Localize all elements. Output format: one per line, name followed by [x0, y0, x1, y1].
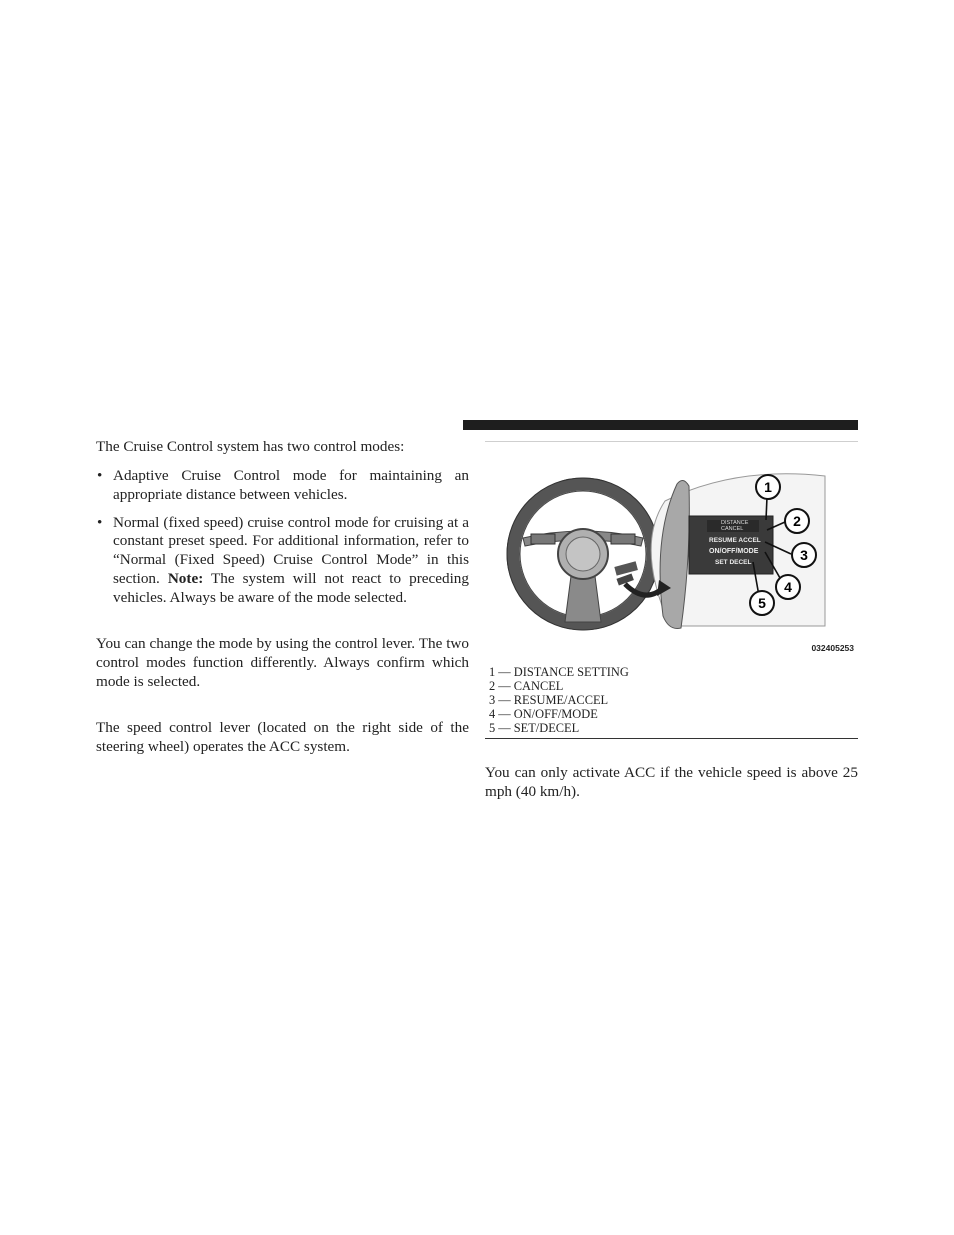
- callout-2: [785, 509, 809, 533]
- lever-label-resume: RESUME ACCEL: [709, 537, 761, 544]
- note-label: Note:: [167, 569, 204, 587]
- bullet-text-before: Normal (fixed speed) cruise control mode for cruising at a constant preset speed. For additional information, refer to “Normal (Fixed Speed) Cruise Control Mode” in this section.: [113, 513, 469, 587]
- steering-wheel-illustration: [485, 446, 858, 661]
- legend-item: 2 — CANCEL: [489, 679, 564, 693]
- steering-lever-figure: [485, 446, 858, 661]
- image-code: 032405253: [811, 643, 854, 653]
- legend-item: 3 — RESUME/ACCEL: [489, 693, 609, 707]
- intro-paragraph: The Cruise Control system has two control modes:: [96, 438, 405, 455]
- legend-item: 4 — ON/OFF/MODE: [489, 707, 598, 721]
- lever-label-onoff: ON/OFF/MODE: [709, 548, 759, 555]
- lever-paragraph: The speed control lever (located on the right side of the steering wheel) operates the ACC system.: [96, 719, 469, 755]
- list-item: [96, 467, 469, 505]
- callout-5: [750, 591, 774, 615]
- legend-item: 1 — DISTANCE SETTING: [489, 665, 629, 679]
- steering-wheel-icon: [507, 478, 659, 630]
- bullet-text-after: The system will not react to preceding vehicles. Always be aware of the mode selected.: [113, 569, 469, 606]
- mode-paragraph: You can change the mode by using the control lever. The two control modes function differently. Always confirm which mode is selected.: [96, 635, 469, 690]
- callout-1: [756, 475, 780, 499]
- legend-item: 5 — SET/DECEL: [489, 721, 580, 735]
- activation-paragraph: You can only activate ACC if the vehicle speed is above 25 mph (40 km/h).: [485, 764, 858, 800]
- figure-top-rule: [485, 441, 858, 442]
- lever-label-cancel: CANCEL: [721, 526, 744, 532]
- bullet-icon: •: [97, 513, 103, 531]
- callout-4: [776, 575, 800, 599]
- bullet-text: Adaptive Cruise Control mode for maintaining an appropriate distance between vehicles.: [113, 467, 469, 503]
- section-header-bar: [463, 420, 858, 430]
- callout-3: [792, 543, 816, 567]
- lever-label-distance: DISTANCE: [721, 520, 749, 526]
- svg-text:5: 5: [758, 595, 766, 611]
- figure-bottom-rule: [485, 738, 858, 739]
- svg-text:3: 3: [800, 547, 808, 563]
- svg-text:2: 2: [793, 513, 801, 529]
- list-item: [96, 514, 469, 608]
- lever-label-set: SET DECEL: [715, 559, 752, 566]
- figure-legend: [489, 665, 629, 735]
- svg-text:1: 1: [764, 479, 772, 495]
- svg-text:4: 4: [784, 579, 792, 595]
- bullet-icon: •: [97, 467, 103, 484]
- mode-list: [96, 467, 469, 617]
